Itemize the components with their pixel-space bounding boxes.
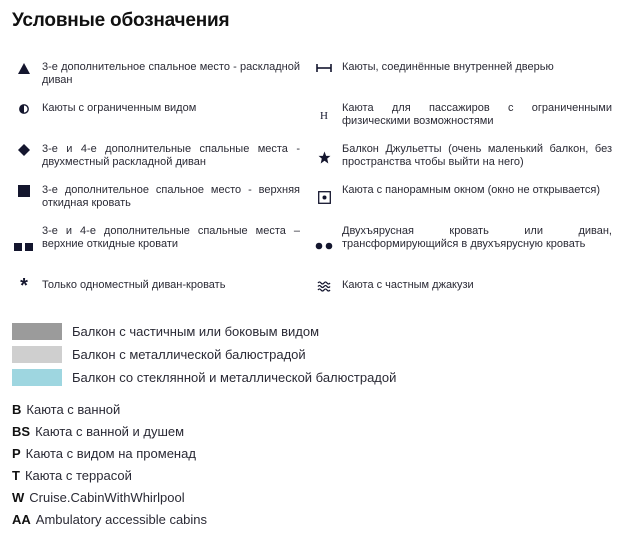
asterisk-icon: * bbox=[20, 275, 28, 297]
balcony-swatch bbox=[12, 346, 62, 363]
legend-item bbox=[12, 61, 302, 87]
abbreviation-label: Ambulatory accessible cabins bbox=[35, 512, 208, 527]
abbreviation-code: T bbox=[12, 468, 20, 483]
abbreviation-code: P bbox=[12, 446, 21, 461]
legend-item bbox=[312, 225, 612, 253]
legend-text: 3-е и 4-е дополнительные спальные места - двухместный раскладной диван bbox=[42, 143, 300, 168]
square-icon bbox=[12, 184, 36, 198]
jacuzzi-icon bbox=[312, 279, 336, 293]
legend-item bbox=[12, 275, 302, 297]
double-square-icon bbox=[12, 239, 36, 253]
abbreviation-code: B bbox=[12, 402, 22, 417]
legend-item bbox=[312, 279, 612, 293]
legend-title: Условные обозначения bbox=[12, 10, 230, 31]
half-circle-icon bbox=[12, 102, 36, 116]
legend-item bbox=[312, 102, 612, 128]
legend-text: 3-е и 4-е дополнительные спальные места – верхние откидные кровати bbox=[42, 225, 300, 250]
balcony-legend-row bbox=[12, 346, 306, 363]
abbreviation-row bbox=[12, 424, 184, 439]
balcony-swatch bbox=[12, 323, 62, 340]
abbreviation-row bbox=[12, 512, 207, 527]
abbreviation-row bbox=[12, 468, 132, 483]
legend-text: 3-е дополнительное спальное место - верхняя откидная кровать bbox=[42, 184, 300, 209]
abbreviation-label: Каюта с террасой bbox=[24, 468, 132, 483]
star-icon bbox=[312, 143, 336, 164]
abbreviation-code: W bbox=[12, 490, 25, 505]
legend-item bbox=[12, 143, 302, 169]
legend-item bbox=[312, 143, 612, 169]
legend-text: Только одноместный диван-кровать bbox=[42, 279, 226, 291]
legend-text: Каюта с панорамным окном (окно не открывается) bbox=[342, 184, 601, 196]
legend-item bbox=[312, 61, 612, 75]
legend-item bbox=[12, 102, 302, 116]
abbreviation-code: BS bbox=[12, 424, 31, 439]
balcony-label: Балкон с частичным или боковым видом bbox=[72, 324, 320, 339]
accessible-h-icon: H bbox=[320, 110, 328, 122]
legend-item bbox=[12, 184, 302, 210]
connecting-door-icon bbox=[312, 61, 336, 75]
abbreviation-label: Каюта с ванной и душем bbox=[35, 424, 185, 439]
legend-text: Каюты, соединённые внутренней дверью bbox=[342, 61, 554, 73]
legend-text: 3-е дополнительное спальное место - раскладной диван bbox=[42, 61, 300, 86]
abbreviation-row bbox=[12, 402, 120, 417]
legend-item bbox=[12, 225, 302, 253]
abbreviation-label: Каюта с видом на променад bbox=[25, 446, 196, 461]
triangle-icon bbox=[12, 61, 36, 75]
legend-text: Двухъярусная кровать или диван, трансформирующийся в двухъярусную кровать bbox=[342, 225, 612, 250]
abbreviation-label: Каюта с ванной bbox=[26, 402, 121, 417]
legend-text: Каюта с частным джакузи bbox=[342, 279, 474, 291]
legend-text: Балкон Джульетты (очень маленький балкон, без пространства чтобы выйти на него) bbox=[342, 143, 612, 168]
legend-text: Каюты с ограниченным видом bbox=[42, 102, 197, 114]
abbreviation-label: Cruise.CabinWithWhirlpool bbox=[29, 490, 185, 505]
abbreviation-row bbox=[12, 446, 196, 461]
legend-text: Каюта для пассажиров с ограниченными физическими возможностями bbox=[342, 102, 612, 127]
balcony-label: Балкон с металлической балюстрадой bbox=[72, 347, 306, 362]
legend-item bbox=[312, 184, 612, 204]
balcony-legend-row bbox=[12, 369, 396, 386]
balcony-label: Балкон со стеклянной и металлической балюстрадой bbox=[72, 370, 397, 385]
abbreviation-row bbox=[12, 490, 185, 505]
balcony-swatch bbox=[12, 369, 62, 386]
balcony-legend-row bbox=[12, 323, 319, 340]
abbreviation-code: AA bbox=[12, 512, 31, 527]
double-dot-icon bbox=[312, 239, 336, 253]
diamond-icon bbox=[12, 143, 36, 157]
panoramic-window-icon bbox=[312, 184, 336, 204]
